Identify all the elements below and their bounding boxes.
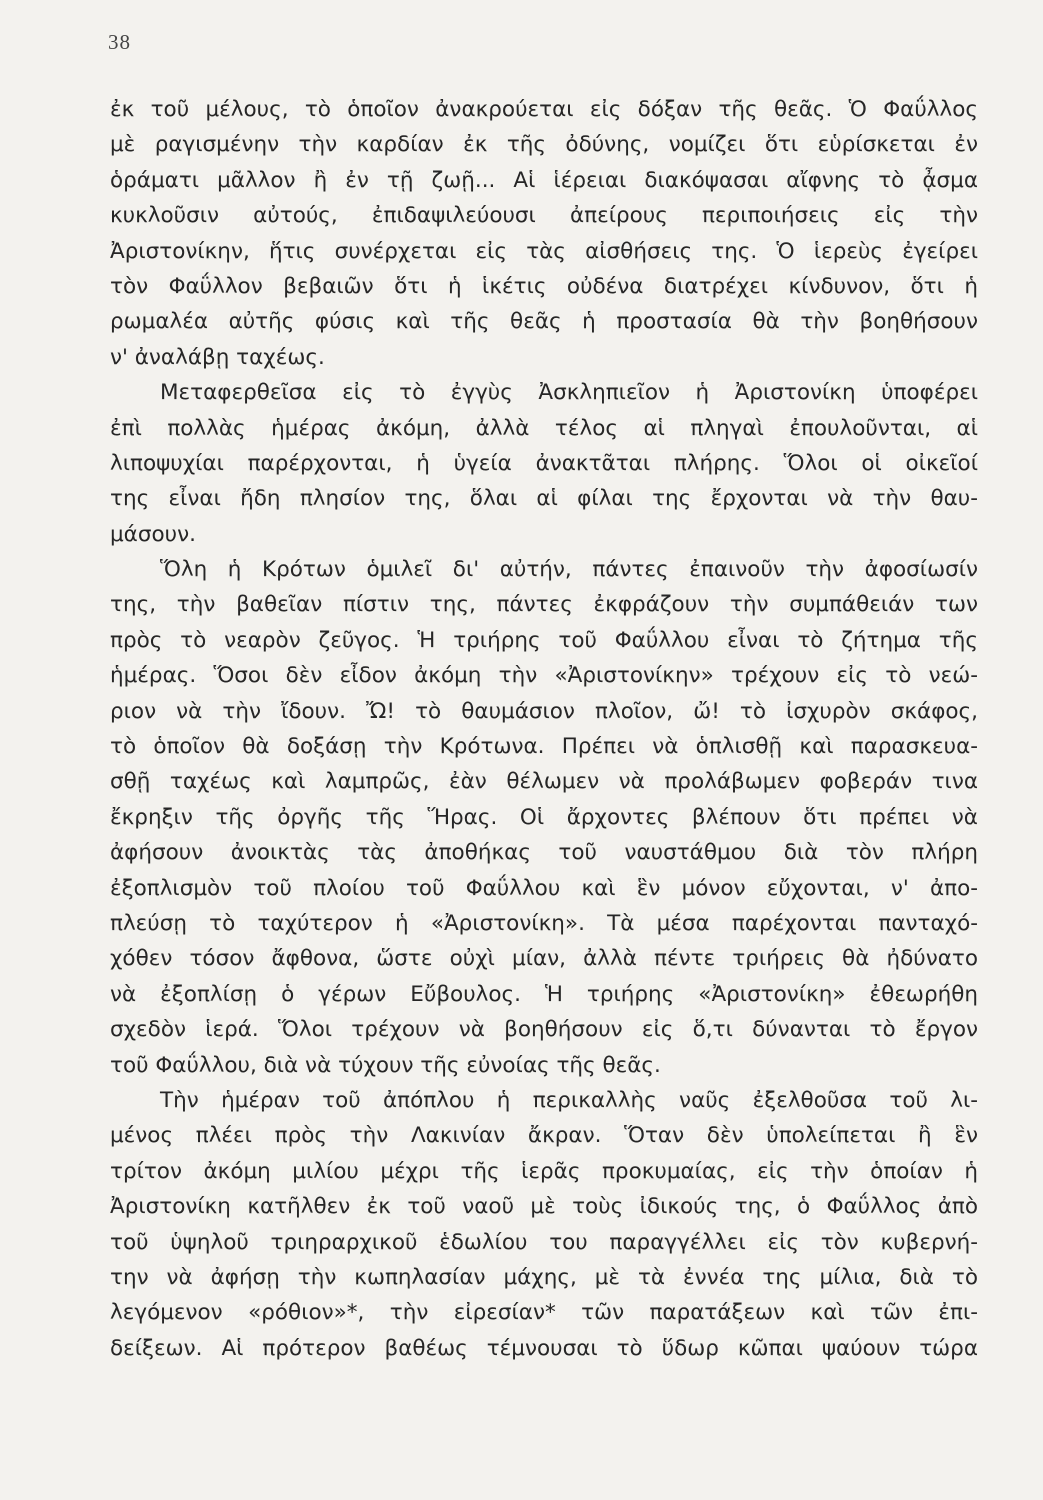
text-line: ἐκ τοῦ μέλους, τὸ ὁποῖον ἀνακρούεται εἰς δόξαν τῆς θεᾶς. Ὁ Φαΰλλος [110,97,978,122]
text-line: σχεδὸν ἱερά. Ὅλοι τρέχουν νὰ βοηθήσουν εἰς ὅ,τι δύνανται τὸ ἔργον [110,1017,978,1043]
text-line: σθῇ ταχέως καὶ λαμπρῶς, ἐὰν θέλωμεν νὰ προλάβωμεν φοβεράν τινα [110,769,978,795]
text-line: τοῦ ὑψηλοῦ τριηραρχικοῦ ἑδωλίου του παραγγέλλει εἰς τὸν κυβερνή- [110,1229,978,1255]
text-line: την νὰ ἀφήσῃ τὴν κωπηλασίαν μάχης, μὲ τὰ ἐννέα της μίλια, διὰ τὸ [110,1264,978,1290]
text-line: μένος πλέει πρὸς τὴν Λακινίαν ἄκραν. Ὅταν δὲν ὑπολείπεται ἢ ἓν [110,1123,978,1149]
text-line: ρωμαλέα αὐτῆς φύσις καὶ τῆς θεᾶς ἡ προστασία θὰ τὴν βοηθήσουν [110,309,978,335]
text-line: ἐξοπλισμὸν τοῦ πλοίου τοῦ Φαΰλλου καὶ ἓν μόνον εὔχονται, ν' ἀπο- [110,875,978,901]
text-line: Τὴν ἡμέραν τοῦ ἀπόπλου ἡ περικαλλὴς ναῦς ἐξελθοῦσα τοῦ λι- [160,1087,978,1113]
text-line: πλεύσῃ τὸ ταχύτερον ἡ «Ἀριστονίκη». Τὰ μέσα παρέχονται πανταχό- [110,910,978,936]
text-line: μὲ ραγισμένην τὴν καρδίαν ἐκ τῆς ὀδύνης, νομίζει ὅτι εὑρίσκεται ἐν [110,132,978,158]
text-line: χόθεν τόσον ἄφθονα, ὥστε οὐχὶ μίαν, ἀλλὰ πέντε τριήρεις θὰ ἠδύνατο [110,946,978,972]
text-line: τρίτον ἀκόμη μιλίου μέχρι τῆς ἱερᾶς προκυμαίας, εἰς τὴν ὁποίαν ἡ [110,1158,978,1184]
text-line: νὰ ἐξοπλίσῃ ὁ γέρων Εὔβουλος. Ἡ τριήρης «Ἀριστονίκη» ἐθεωρήθη [110,981,978,1007]
paragraph-2 [110,375,978,552]
text-line: ὁράματι μᾶλλον ἢ ἐν τῇ ζωῇ... Αἱ ἱέρειαι διακόψασαι αἴφνης τὸ ᾆσμα [110,167,978,193]
text-line: ριον νὰ τὴν ἴδουν. Ὤ! τὸ θαυμάσιον πλοῖον, ὤ! τὸ ἰσχυρὸν σκάφος, [110,698,978,724]
paragraph-1 [110,92,978,375]
text-line: ἔκρηξιν τῆς ὀργῆς τῆς Ἥρας. Οἱ ἄρχοντες βλέπουν ὅτι πρέπει νὰ [110,804,978,830]
paragraph-3 [110,552,978,1083]
text-line: Ἀριστονίκην, ἥτις συνέρχεται εἰς τὰς αἰσθήσεις της. Ὁ ἱερεὺς ἐγείρει [110,238,978,264]
text-line: τὸν Φαΰλλον βεβαιῶν ὅτι ἡ ἱκέτις οὐδένα διατρέχει κίνδυνον, ὅτι ἡ [110,273,978,299]
text-line: λεγόμενον «ρόθιον»*, τὴν εἰρεσίαν* τῶν παρατάξεων καὶ τῶν ἐπι- [110,1300,978,1326]
text-line: ἐπὶ πολλὰς ἡμέρας ἀκόμη, ἀλλὰ τέλος αἱ πληγαὶ ἐπουλοῦνται, αἱ [110,415,978,441]
text-line: Ὅλη ἡ Κρότων ὁμιλεῖ δι' αὐτήν, πάντες ἐπαινοῦν τὴν ἀφοσίωσίν [160,557,978,583]
text-line: ἀφήσουν ἀνοικτὰς τὰς ἀποθήκας τοῦ ναυστάθμου διὰ τὸν πλήρη [110,840,978,866]
text-line: Ἀριστονίκη κατῆλθεν ἐκ τοῦ ναοῦ μὲ τοὺς ἰδικούς της, ὁ Φαΰλλος ἀπὸ [110,1194,978,1220]
text-line: τοῦ Φαΰλλου, διὰ νὰ τύχουν τῆς εὐνοίας τῆς θεᾶς. [110,1052,661,1078]
text-line: κυκλοῦσιν αὐτούς, ἐπιδαψιλεύουσι ἀπείρους περιποιήσεις εἰς τὴν [110,203,978,229]
text-line: μάσουν. [110,521,196,547]
text-line: πρὸς τὸ νεαρὸν ζεῦγος. Ἡ τριήρης τοῦ Φαΰλλου εἶναι τὸ ζήτημα τῆς [110,627,978,653]
page-number: 38 [108,30,131,54]
text-line: λιποψυχίαι παρέρχονται, ἡ ὑγεία ἀνακτᾶται πλήρης. Ὅλοι οἱ οἰκεῖοί [110,450,978,476]
body-text [110,92,978,1366]
text-line: της εἶναι ἤδη πλησίον της, ὅλαι αἱ φίλαι της ἔρχονται νὰ τὴν θαυ- [110,486,978,512]
text-line: δείξεων. Αἱ πρότερον βαθέως τέμνουσαι τὸ ὕδωρ κῶπαι ψαύουν τώρα [110,1335,978,1361]
text-line: της, τὴν βαθεῖαν πίστιν της, πάντες ἐκφράζουν τὴν συμπάθειάν των [110,592,978,618]
text-line: ἡμέρας. Ὅσοι δὲν εἶδον ἀκόμη τὴν «Ἀριστονίκην» τρέχουν εἰς τὸ νεώ- [110,663,978,689]
text-line: τὸ ὁποῖον θὰ δοξάσῃ τὴν Κρότωνα. Πρέπει νὰ ὁπλισθῇ καὶ παρασκευα- [110,734,978,760]
text-line: ν' ἀναλάβῃ ταχέως. [110,344,325,370]
text-line: Μεταφερθεῖσα εἰς τὸ ἐγγὺς Ἀσκληπιεῖον ἡ Ἀριστονίκη ὑποφέρει [160,380,978,406]
paragraph-4 [110,1083,978,1366]
